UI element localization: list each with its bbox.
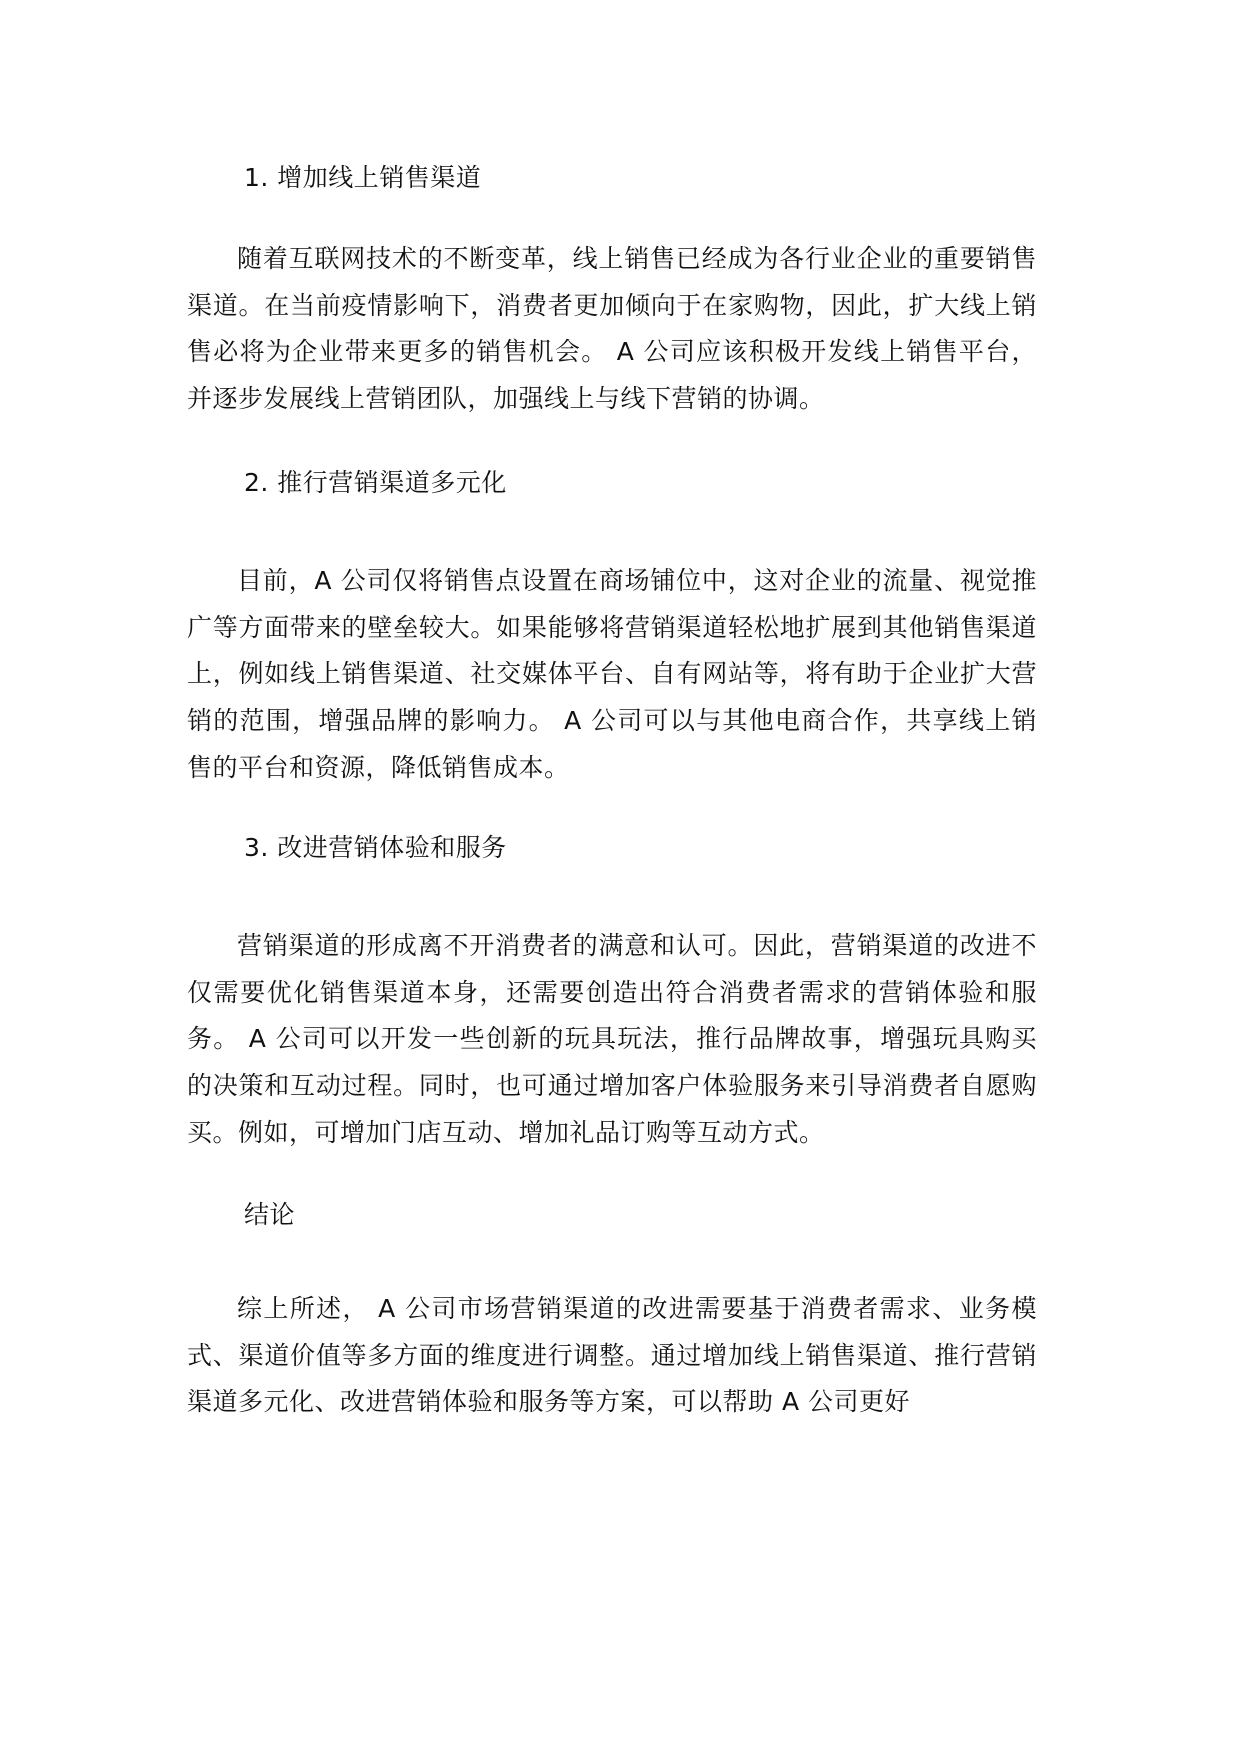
- section-paragraph-experience-service: 营销渠道的形成离不开消费者的满意和认可。因此，营销渠道的改进不仅需要优化销售渠道本身，还需要创造出符合消费者需求的营销体验和服务。 A 公司可以开发一些创新的玩具玩法，推行品牌故事，增强玩具购买的决策和互动过程。同时，也可通过增加客户体验服务来引导消费者自愿购买。例如，可增加门店互动、增加礼品订购等互动方式。: [187, 931, 1037, 1147]
- section-paragraph-conclusion: 综上所述， A 公司市场营销渠道的改进需要基于消费者需求、业务模式、渠道价值等多方面的维度进行调整。通过增加线上销售渠道、推行营销渠道多元化、改进营销体验和服务等方案，可以帮助 A 公司更好: [187, 1294, 1037, 1417]
- section-heading-conclusion: 结论: [244, 1200, 296, 1229]
- section-heading-online-channels: 1. 增加线上销售渠道: [244, 163, 482, 192]
- section-paragraph-online-channels: 随着互联网技术的不断变革，线上销售已经成为各行业企业的重要销售渠道。在当前疫情影响下，消费者更加倾向于在家购物，因此，扩大线上销售必将为企业带来更多的销售机会。 A 公司应该积极开发线上销售平台，并逐步发展线上营销团队，加强线上与线下营销的协调。: [187, 244, 1037, 414]
- section-heading-channel-diversification: 2. 推行营销渠道多元化: [244, 468, 507, 497]
- section-paragraph-channel-diversification: 目前，A 公司仅将销售点设置在商场铺位中，这对企业的流量、视觉推广等方面带来的壁垒较大。如果能够将营销渠道轻松地扩展到其他销售渠道上，例如线上销售渠道、社交媒体平台、自有网站等，将有助于企业扩大营销的范围，增强品牌的影响力。 A 公司可以与其他电商合作，共享线上销售的平台和资源，降低销售成本。: [187, 566, 1037, 782]
- section-heading-experience-service: 3. 改进营销体验和服务: [244, 833, 507, 862]
